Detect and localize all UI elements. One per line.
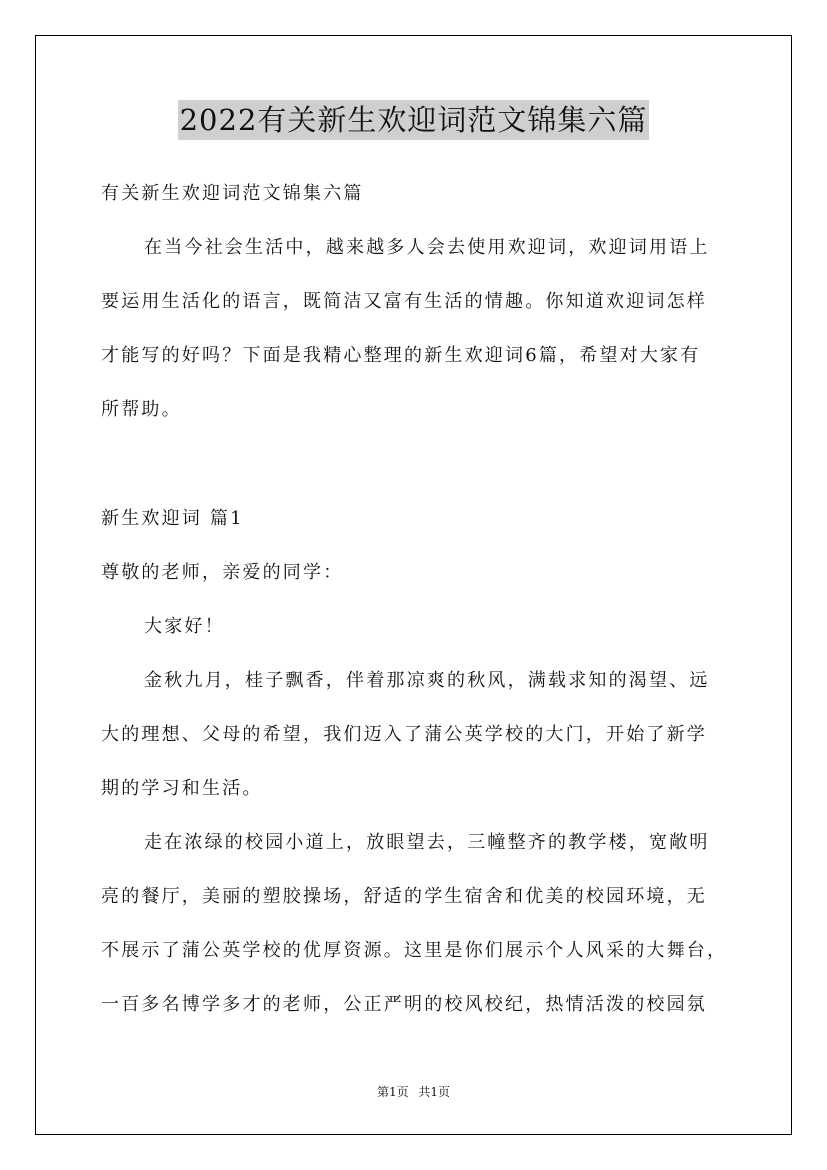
document-title: 2022有关新生欢迎词范文锦集六篇	[178, 100, 650, 140]
page-footer	[0, 1084, 827, 1100]
greeting-line: 大家好！	[144, 616, 225, 637]
section-heading: 新生欢迎词 篇1	[101, 508, 244, 529]
paragraph-line: 走在浓绿的校园小道上，放眼望去，三幢整齐的教学楼，宽敞明	[144, 832, 710, 853]
paragraph-line: 大的理想、父母的希望，我们迈入了蒲公英学校的大门，开始了新学	[101, 724, 707, 745]
paragraph-line: 金秋九月，桂子飘香，伴着那凉爽的秋风，满载求知的渴望、远	[144, 670, 710, 691]
paragraph-line: 不展示了蒲公英学校的优厚资源。这里是你们展示个人风采的大舞台，	[101, 940, 728, 961]
title-container	[0, 100, 827, 140]
salutation-line: 尊敬的老师，亲爱的同学：	[101, 562, 344, 583]
paragraph-line: 一百多名博学多才的老师，公正严明的校风校纪，热情活泼的校园氛	[101, 994, 707, 1015]
paragraph-line: 才能写的好吗？下面是我精心整理的新生欢迎词6篇，希望对大家有	[101, 345, 701, 366]
page-number: 第1页	[376, 1085, 409, 1099]
paragraph-line: 期的学习和生活。	[101, 778, 263, 799]
paragraph-line: 要运用生活化的语言，既简洁又富有生活的情趣。你知道欢迎词怎样	[101, 291, 707, 312]
paragraph-line: 所帮助。	[101, 399, 182, 420]
paragraph-line: 亮的餐厅，美丽的塑胶操场，舒适的学生宿舍和优美的校园环境，无	[101, 886, 707, 907]
subtitle-line: 有关新生欢迎词范文锦集六篇	[101, 183, 364, 204]
page-total: 共1页	[418, 1085, 451, 1099]
paragraph-line: 在当今社会生活中，越来越多人会去使用欢迎词，欢迎词用语上	[144, 237, 710, 258]
